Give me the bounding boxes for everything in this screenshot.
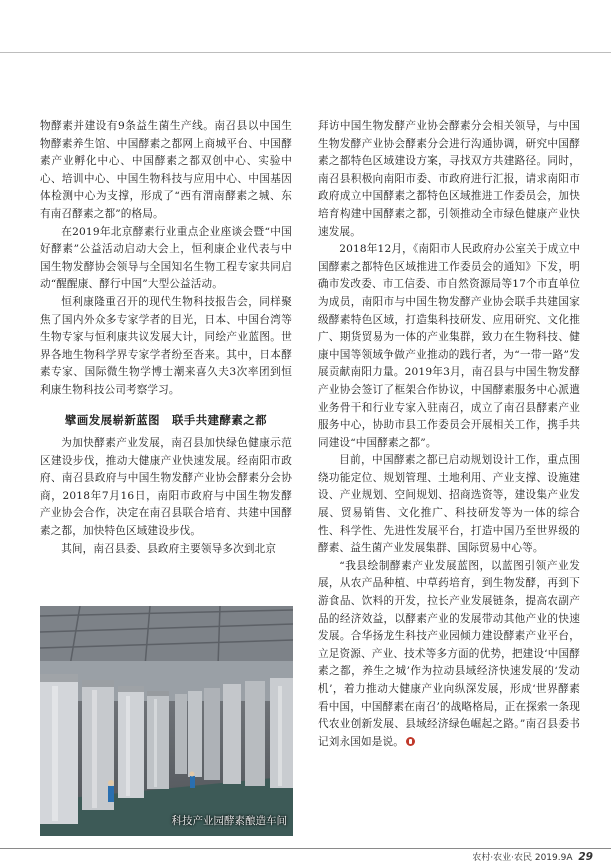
closing-quote-text: “我县绘制酵素产业发展蓝图，以蓝图引领产业发展，从农产品种植、中草药培育，到生物发酵，再到下游食品、饮料的开发，拉长产业发展链条，提高农副产品的经济效益，以酵素产业的发展带动其他产业的快速发展。合华扬龙生科技产业园倾力建设酵素产业平台，立足资源、产业、技术等多方面的优势，把建设‘中国酵素之都，养生之城’作为拉动县域经济快速发展的‘发动机’，着力推动大健康产业向纵深发展，形成‘世界酵素看中国，中国酵素在南召’的战略格局，正在探索一条现代农业创新发展、县域经济绿色崛起之路。”南召县委书记刘永国如是说。 [318,559,580,748]
paragraph: 2018年12月，《南阳市人民政府办公室关于成立中国酵素之都特色区域推进工作委员会的通知》下发，明确市发改委、市工信委、市自然资源局等17个市直单位为成员，南阳市与中国生物发酵产业协会联手共建国家级酵素特色区域，打造集科技研发、应用研究、文化推广、期货贸易为一体的产业集群，致力在生物科技、健康中国等领域争做产业推动的践行者，为“一带一路”发展贡献南阳力量。2019年3月，南召县与中国生物发酵产业协会签订了框架合作协议，中国酵素服务中心派遣业务骨干和行业专家入驻南召，成立了南召县酵素产业服务中心，协助市县工作委员会开展相关工作，携手共同建设“中国酵素之都”。 [318,243,580,449]
paragraph: 在2019年北京酵素行业重点企业座谈会暨“中国好酵素”公益活动启动大会上，恒利康企业代表与中国生物发酵协会领导与全国知名生物工程专家共同启动“醒醒康、酵行中国”大型公益活动。 [40,225,292,291]
photo-caption: 科技产业园酵素酿造车间 [171,815,287,827]
fermentation-tanks-illustration [40,606,293,836]
header-rule [0,52,611,53]
paragraph: 目前，中国酵素之都已启动规划设计工作，重点围绕功能定位、规划管理、土地利用、产业支撑、设施建设、产业规划、空间规划、招商选资等，建设集产业发展、贸易销售、文化推广、科技研发等为一体的综合性、科学性、先进性发展平台，打造中国乃至世界级的酵素、益生菌产业发展集群、国际贸易中心等。 [318,454,580,555]
paragraph: 物酵素并建设有9条益生菌生产线。南召县以中国生物酵素养生馆、中国酵素之都网上商城平台、中国酵素产业孵化中心、中国酵素之都双创中心、实验中心、培训中心、中国生物科技与应用中心、中国基因体检测中心为支撑，形成了“西有渭南酵素之城、东有南召酵素之都”的格局。 [40,120,292,220]
paragraph: 其间，南召县委、县政府主要领导多次到北京 [61,542,277,555]
paragraph [318,558,580,752]
page-number: 29 [578,851,593,863]
section-heading: 擘画发展崭新蓝图 联手共建酵素之都 [64,412,268,427]
page-footer [472,850,593,863]
footer-rule [0,848,611,849]
paragraph: 为加快酵素产业发展，南召县加快绿色健康示范区建设步伐，推动大健康产业快速发展。经南阳市政府、南召县政府与中国生物发酵产业协会酵素分会协商，2018年7月16日，南阳市政府与中国生物发酵产业协会合作，决定在南召县联合培育、共建中国酵素之都，加快特色区域建设步伐。 [40,437,292,538]
paragraph: 拜访中国生物发酵产业协会酵素分会相关领导，与中国生物发酵产业协会酵素分会进行沟通协调，研究中国酵素之都特色区域建设方案，寻找双方共建路径。同时，南召县积极向南阳市委、市政府进行汇报，请求南阳市政府成立中国酵素之都特色区域推进工作委员会，加快培育构建中国酵素之都，引领推动全市绿色健康产业快速发展。 [318,120,580,238]
publication-name: 农村·农业·农民 2019.9A [472,853,573,863]
article-column-right [318,118,580,751]
factory-photo [40,606,293,836]
article-column-left [40,118,292,558]
article-end-icon [406,737,415,746]
paragraph: 恒利康隆重召开的现代生物科技报告会，同样聚焦了国内外众多专家学者的目光，日本、中国台湾等生物专家与恒利康共议发展大计，同绘产业蓝图。世界各地生物科学界专家学者纷至沓来。其中，日本酵素专家、国际微生物学博士潮来喜久夫3次率团到恒利康生物科技公司考察学习。 [40,295,292,396]
